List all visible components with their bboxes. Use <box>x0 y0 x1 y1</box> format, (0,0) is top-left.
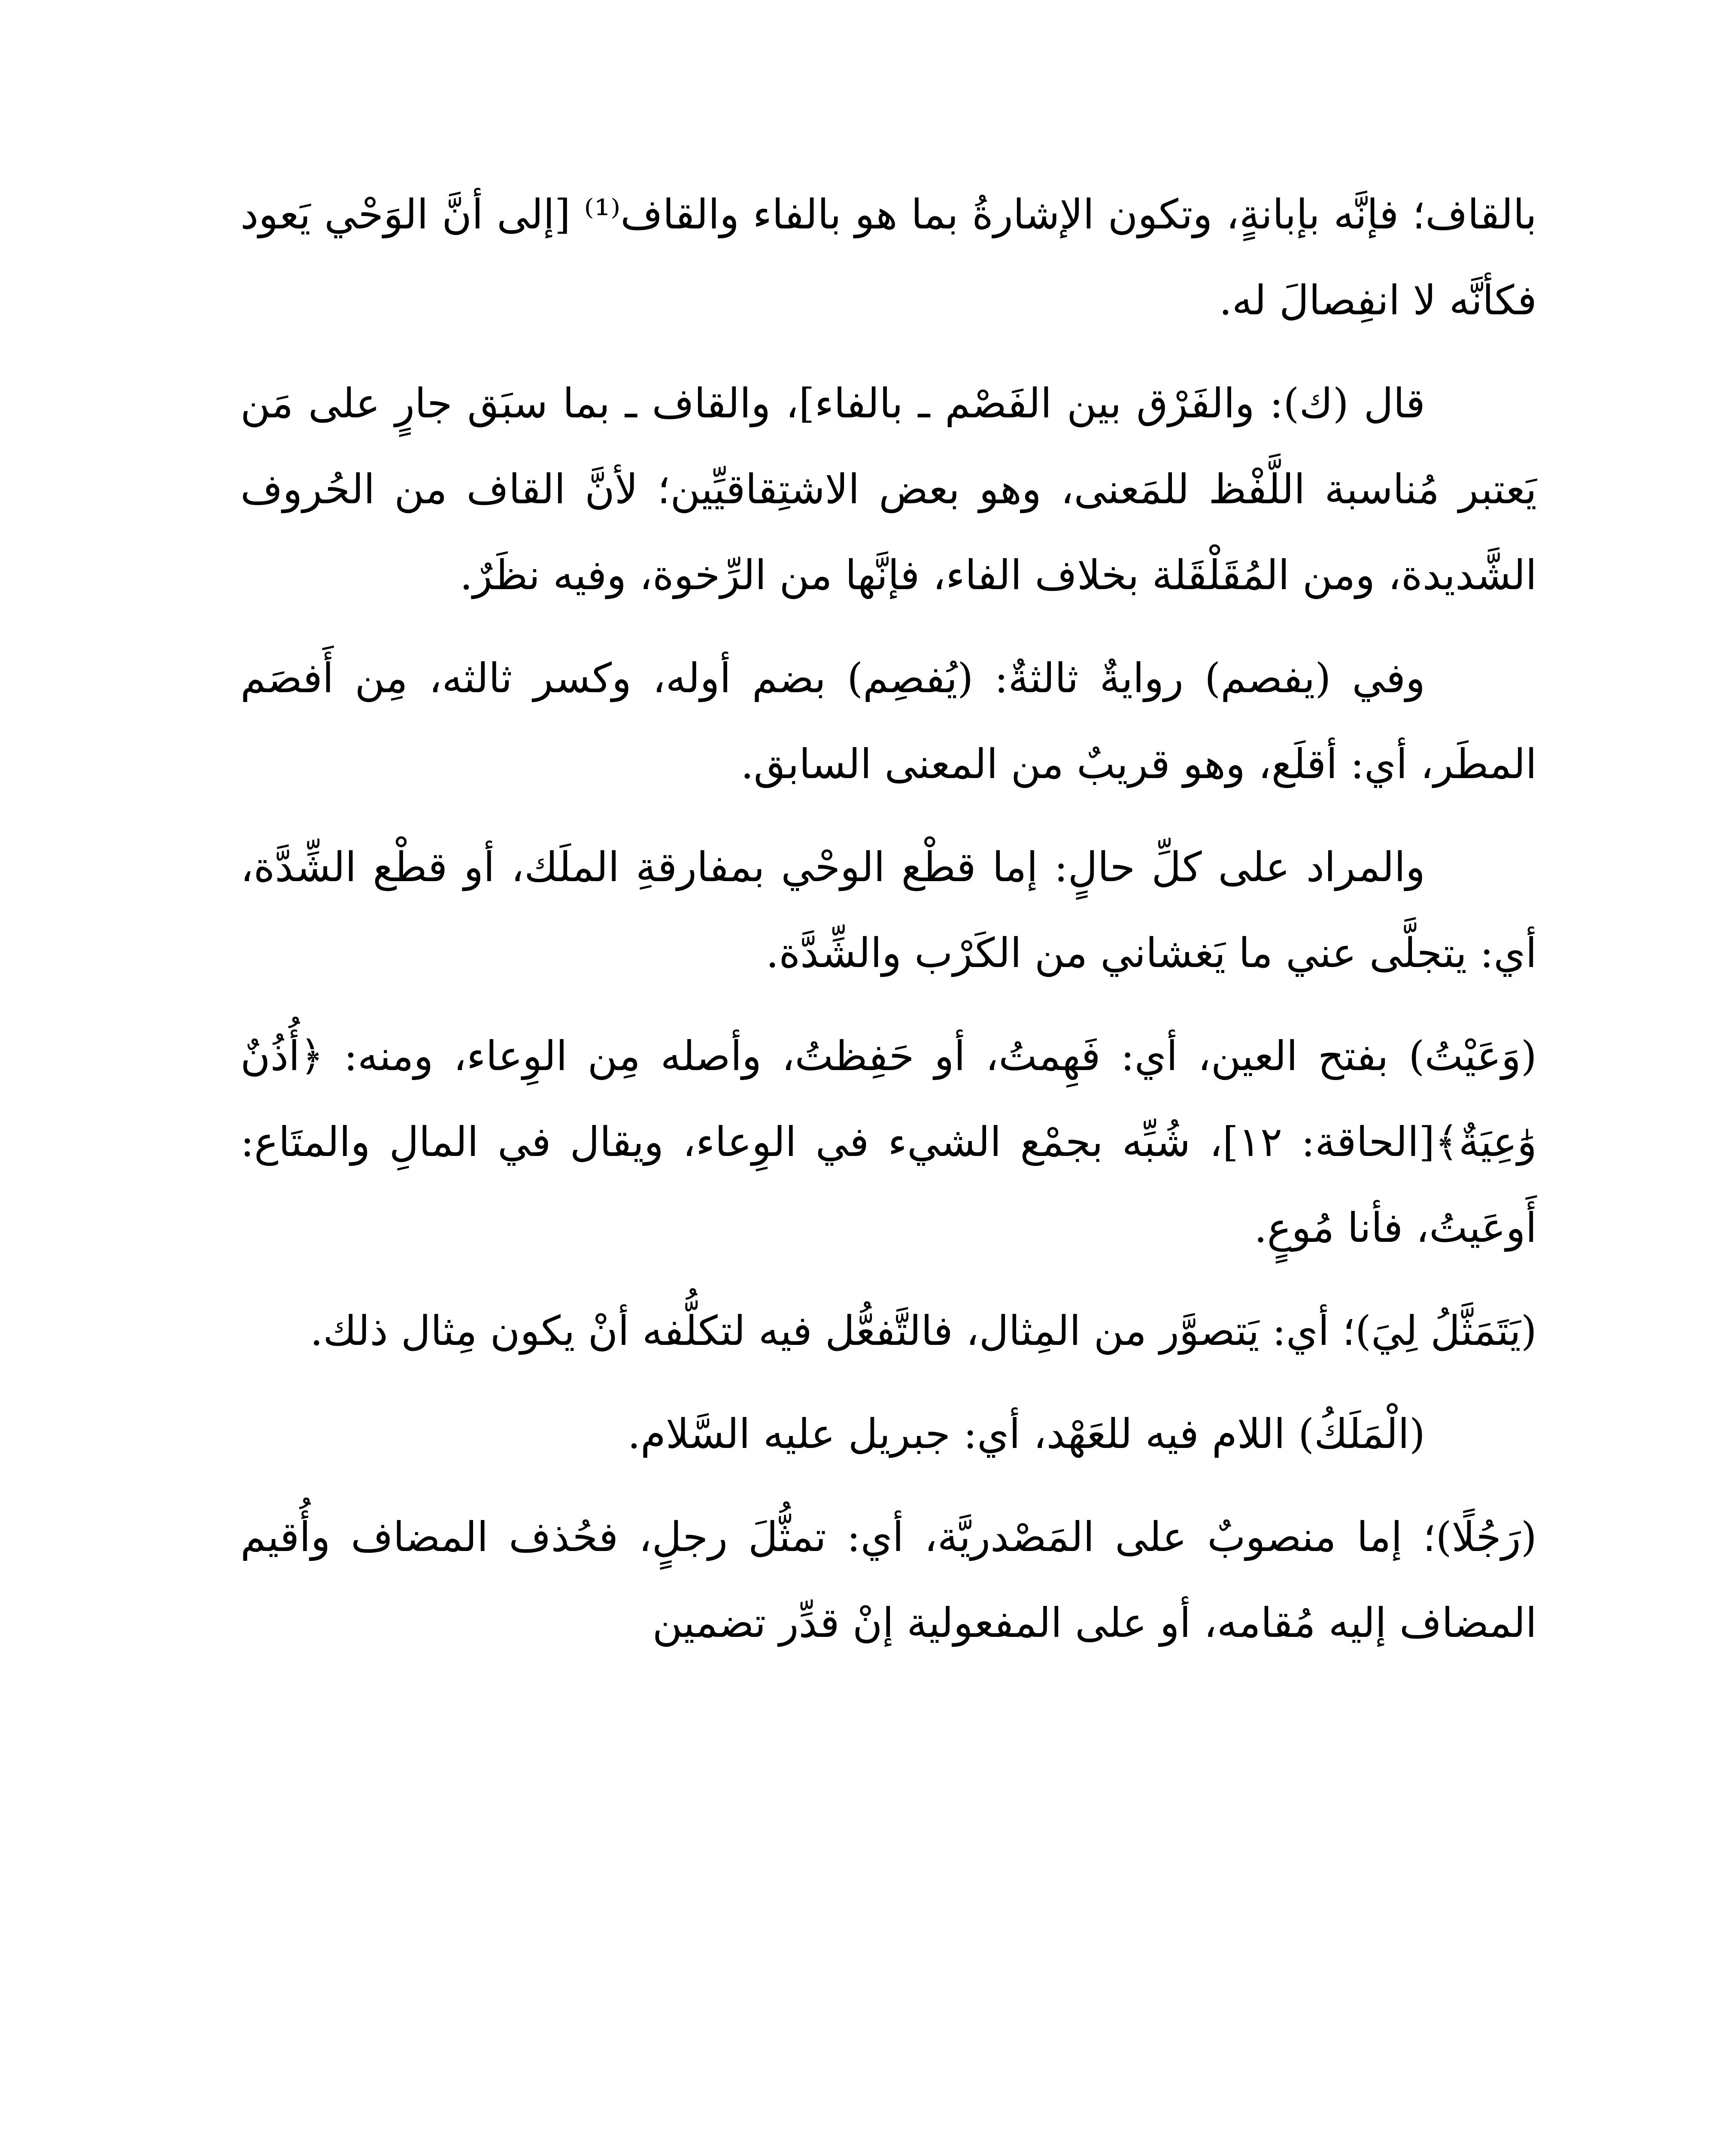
paragraph: (الْمَلَكُ) اللام فيه للعَهْد، أي: جبريل عليه السَّلام. <box>627 1411 1425 1458</box>
paragraph: وفي (يفصم) روايةٌ ثالثةٌ: (يُفصِم) بضم أوله، وكسر ثالثه، مِن أَفصَم المطَر، أي: أقلَع، وهو قريبٌ من المعنى السابق. <box>240 655 1537 788</box>
paragraph: والمراد على كلِّ حالٍ: إما قطْع الوحْي بمفارقةِ الملَك، أو قطْع الشِّدَّة، أي: يتجلَّى عني ما يَغشاني من الكَرْب والشِّدَّة. <box>240 844 1537 977</box>
paragraph: (وَعَيْتُ) بفتح العين، أي: فَهِمتُ، أو حَفِظتُ، وأصله مِن الوِعاء، ومنه: ﴿أُذُنٌ وَٰعِيَةٌ﴾[الحاقة: ١٢]، شُبِّه بجمْع الشيء في الوِعاء، ويقال في المالِ والمتَاع: أَوعَيتُ، فأنا مُوعٍ. <box>240 1033 1537 1252</box>
main-text <box>240 172 1537 1683</box>
paragraph: قال (ك): والفَرْق بين الفَصْم ـ بالفاء]، والقاف ـ بما سبَق جارٍ على مَن يَعتبر مُناسبة اللَّفْظ للمَعنى، وهو بعض الاشتِقاقيِّين؛ لأنَّ القاف من الحُروف الشَّديدة، ومن المُقَلْقَلة بخلاف الفاء، فإنَّها من الرِّخوة، وفيه نظَرٌ. <box>240 380 1537 599</box>
paragraph: بالقاف؛ فإنَّه بإبانةٍ، وتكون الإشارةُ بما هو بالفاء والقاف⁽¹⁾ [إلى أنَّ الوَحْي يَعود فكأنَّه لا انفِصالَ له. <box>240 191 1537 324</box>
paragraph: (رَجُلًا)؛ إما منصوبٌ على المَصْدريَّة، أي: تمثُّلَ رجلٍ، فحُذف المضاف وأُقيم المضاف إليه مُقامه، أو على المفعولية إنْ قدِّر تضمين <box>240 1514 1537 1647</box>
paragraph: (يَتَمَثَّلُ لِيَ)؛ أي: يَتصوَّر من المِثال، فالتَّفعُّل فيه لتكلُّفه أنْ يكون مِثال ذلك. <box>310 1308 1537 1355</box>
